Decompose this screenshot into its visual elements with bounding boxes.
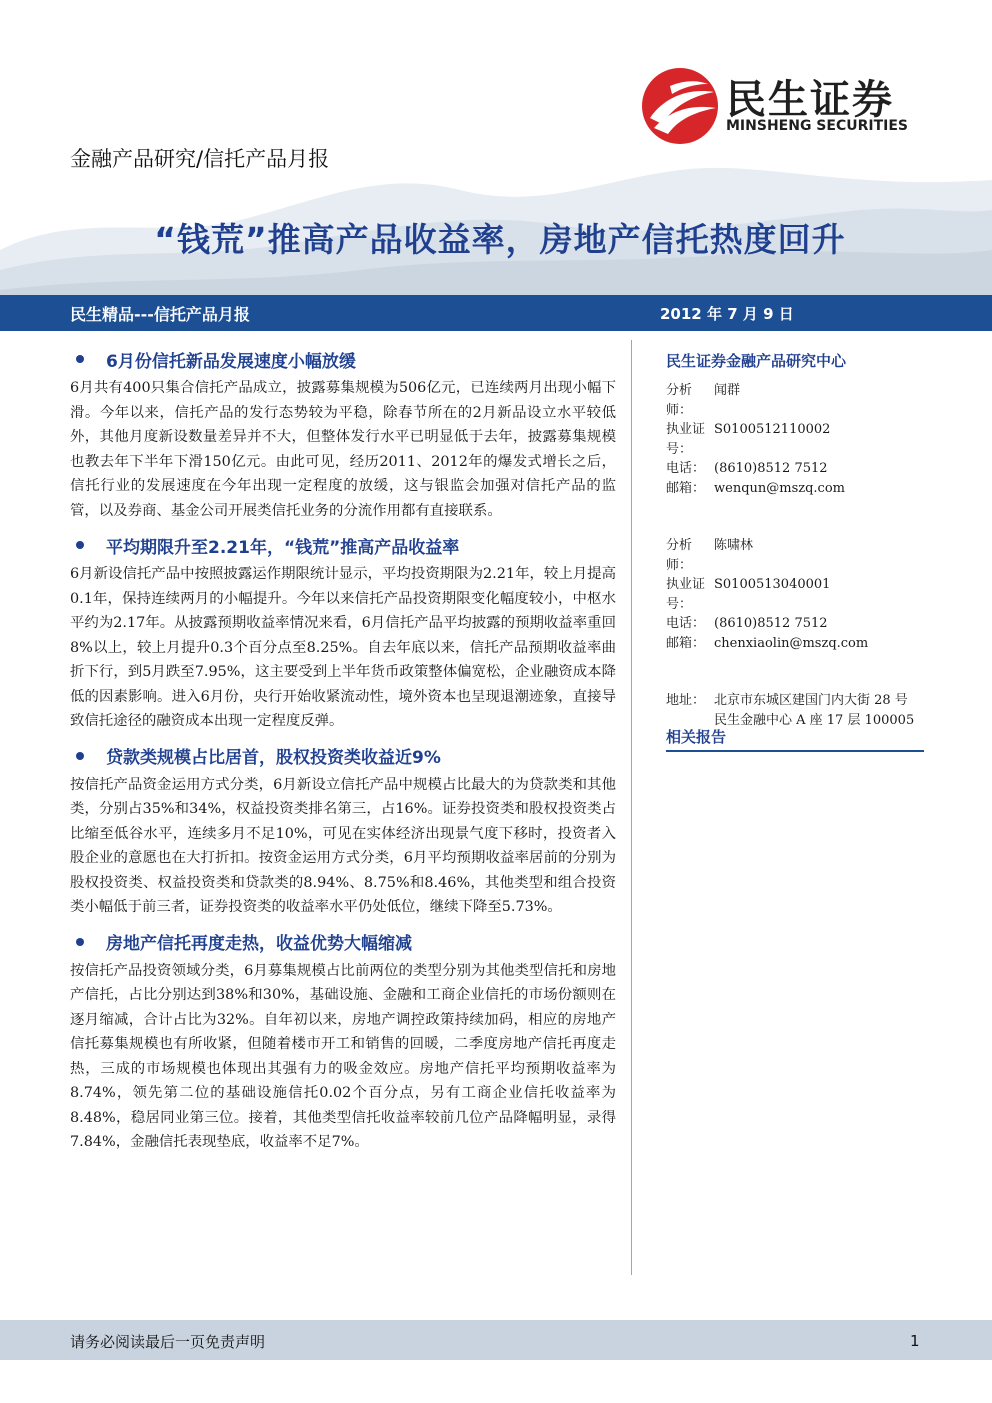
analyst-name: 闻群 <box>714 383 741 398</box>
report-category: 金融产品研究/信托产品月报 <box>70 147 330 171</box>
phone: (8610)8512 7512 <box>714 461 828 476</box>
column-divider <box>631 340 632 1275</box>
phone: (8610)8512 7512 <box>714 616 828 631</box>
section-body: 按信托产品投资领域分类，6月募集规模占比前两位的类型分别为其他类型信托和房地产信托，占比分别达到38%和30%，基础设施、金融和工商企业信托的市场份额则在逐月缩减，合计占比为32%。自年初以来，房地产调控政策持续加码，相应的房地产信托募集规模也有所收紧，但随着楼市开工和销售的回暖，二季度房地产信托再度走热，三成的市场规模也体现出其强有力的吸金效应。房地产信托平均预期收益率为8.74%，领先第二位的基础设施信托0.02个百分点，另有工商企业信托收益率为8.48%，稳居同业第三位。接着，其他类型信托收益率较前几位产品降幅明显，录得7.84%，金融信托表现垫底，收益率不足7%。 <box>70 962 616 1150</box>
bullet-icon <box>76 752 84 760</box>
series-label: 民生精品---信托产品月报 <box>70 305 250 324</box>
section-body: 6月新设信托产品中按照披露运作期限统计显示，平均投资期限为2.21年，较上月提高0.1年，保持连续两月的小幅提升。今年以来信托产品投资期限变化幅度较小，中枢水平约为2.17年。从披露预期收益率情况来看，6月信托产品平均披露的预期收益率重回8%以上，较上月提升0.3个百分点至8.25%。自去年底以来，信托产品预期收益率曲折下行，到5月跌至7.95%，这主要受到上半年货币政策整体偏宽松，企业融资成本降低的因素影响。进入6月份，央行开始收紧流动性，境外资本也呈现退潮迹象，直接导致信托途径的融资成本出现一定程度反弹。 <box>70 566 616 729</box>
related-reports-heading: 相关报告 <box>666 726 924 752</box>
section-heading: 房地产信托再度走热，收益优势大幅缩减 <box>70 927 616 957</box>
research-center-name: 民生证券金融产品研究中心 <box>666 352 847 370</box>
report-date: 2012 年 7 月 9 日 <box>660 305 794 323</box>
logo-text-en: MINSHENG SECURITIES <box>726 118 908 134</box>
cert-number: S0100513040001 <box>714 577 831 592</box>
sidebar <box>666 350 926 731</box>
analyst-card: 分析师： 陈啸林 执业证号： S0100513040001 电话： (8610)8512 7512 邮箱： chenxiaolin@mszq.com <box>666 536 926 653</box>
office-address: 地址： 北京市东城区建国门内大街 28 号 民生金融中心 A 座 17 层 100005 <box>666 693 915 728</box>
section-body: 6月共有400只集合信托产品成立，披露募集规模为506亿元，已连续两月出现小幅下滑。今年以来，信托产品的发行态势较为平稳，除春节所在的2月新品设立水平较低外，其他月度新设数量差异并不大，但整体发行水平已明显低于去年，披露募集规模也教去年下半年下滑150亿元。由此可见，经历2011、2012年的爆发式增长之后，信托行业的发展速度在今年出现一定程度的放缓，这与银监会加强对信托产品的监管，以及券商、基金公司开展类信托业务的分流作用都有直接联系。 <box>70 380 616 519</box>
disclaimer-note: 请务必阅读最后一页免责声明 <box>70 1333 266 1351</box>
bullet-icon <box>76 938 84 946</box>
section-heading: 贷款类规模占比居首，股权投资类收益近9% <box>70 741 616 771</box>
bullet-icon <box>76 541 84 549</box>
analyst-name: 陈啸林 <box>714 538 754 553</box>
cert-number: S0100512110002 <box>714 422 831 437</box>
bullet-icon <box>76 355 84 363</box>
page-number: 1 <box>910 1332 920 1350</box>
section-heading: 6月份信托新品发展速度小幅放缓 <box>70 344 616 374</box>
section-heading: 平均期限升至2.21年，“钱荒”推高产品收益率 <box>70 530 616 560</box>
minsheng-logo-icon <box>640 66 720 146</box>
analyst-card: 分析师： 闻群 执业证号： S0100512110002 电话： (8610)8512 7512 邮箱： wenqun@mszq.com <box>666 381 926 498</box>
email: chenxiaolin@mszq.com <box>714 635 869 651</box>
main-content <box>70 344 616 1162</box>
section-body: 按信托产品资金运用方式分类，6月新设立信托产品中规模占比最大的为贷款类和其他类，分别占35%和34%，权益投资类排名第三，占16%。证券投资类和股权投资类占比缩至低谷水平，连续多月不足10%，可见在实体经济出现景气度下移时，投资者入股企业的意愿也在大打折扣。按资金运用方式分类，6月平均预期收益率居前的分别为股权投资类、权益投资类和贷款类的8.94%、8.75%和8.46%，其他类型和组合投资类小幅低于前三者，证券投资类的收益率水平仍处低位，继续下降至5.73%。 <box>70 776 616 915</box>
report-title: “钱荒”推高产品收益率，房地产信托热度回升 <box>154 220 846 259</box>
email: wenqun@mszq.com <box>714 480 845 496</box>
logo-text-cn: 民生证券 <box>726 77 894 123</box>
